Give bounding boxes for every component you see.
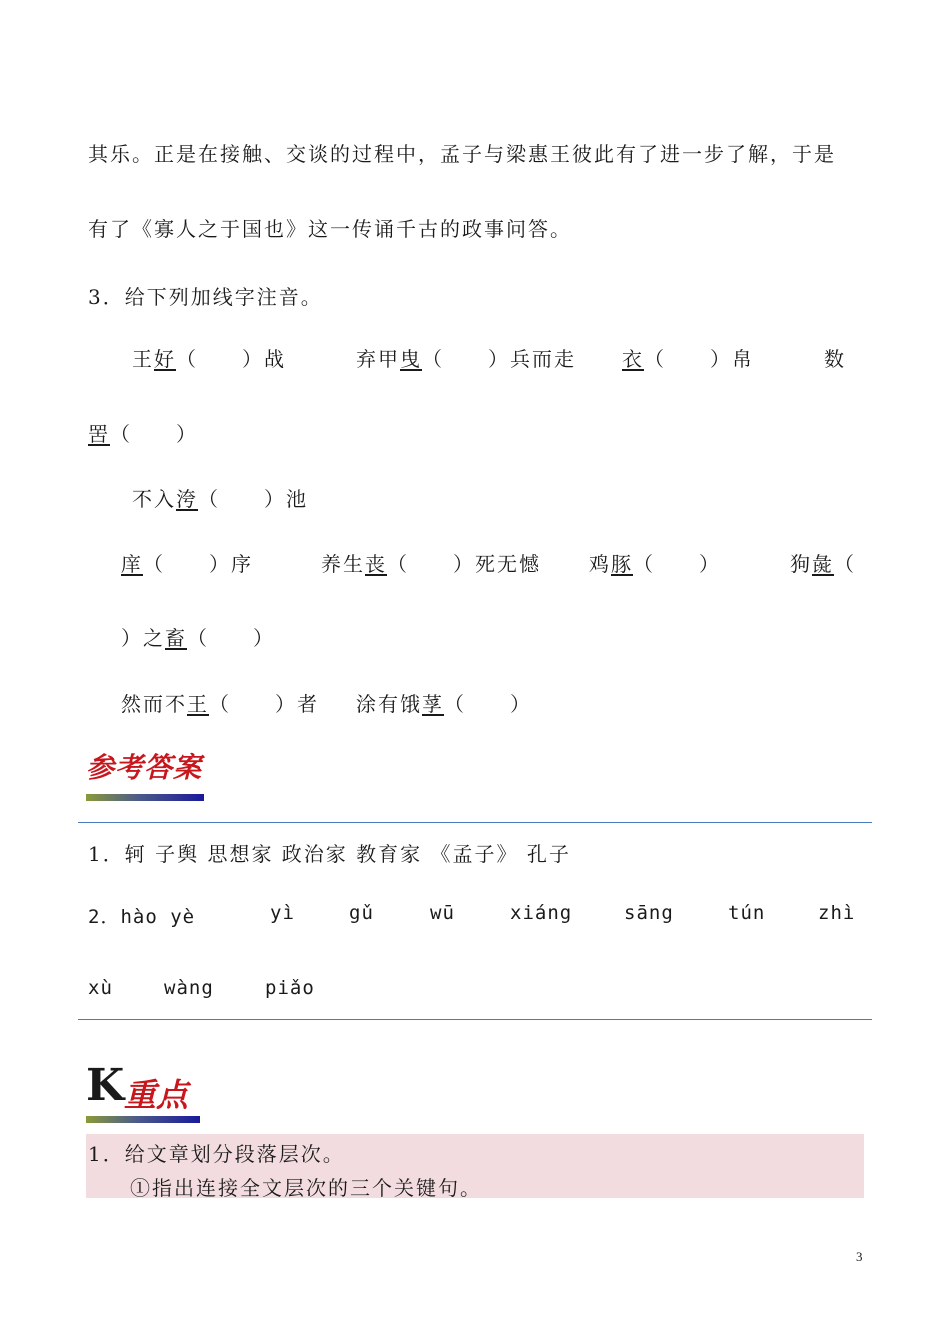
answer-2-item: wū — [430, 902, 455, 924]
item-text: 然而不 — [121, 692, 187, 716]
pinyin-item-wang — [121, 688, 319, 717]
item-text: 涂有饿 — [356, 692, 422, 716]
key-heading: 重点 — [124, 1076, 189, 1114]
underlined-char: 丧 — [365, 552, 387, 576]
item-text: （ ）序 — [143, 552, 253, 576]
pinyin-item-yi — [622, 343, 754, 372]
answer-2-item: xù — [88, 977, 113, 999]
item-text: （ ） — [444, 692, 532, 716]
answer-2-item: sāng — [624, 902, 674, 924]
underlined-char: 罟 — [88, 422, 110, 446]
pinyin-item-piao — [356, 688, 532, 717]
answer-2-item: piǎo — [265, 977, 315, 999]
item-text: （ ）兵而走 — [422, 347, 576, 371]
underlined-char: 曳 — [400, 347, 422, 371]
underlined-char: 庠 — [121, 552, 143, 576]
answers-heading: 参考答案 — [86, 751, 203, 784]
answer-2-item: wàng — [164, 977, 214, 999]
item-text: （ ）者 — [209, 692, 319, 716]
item-text: ）之 — [121, 626, 165, 650]
answer-2-item: tún — [728, 902, 766, 924]
item-text: （ ） — [187, 626, 275, 650]
underlined-char: 王 — [187, 692, 209, 716]
underlined-char: 衣 — [622, 347, 644, 371]
item-text: 鸡 — [589, 552, 611, 576]
key-letter: K — [86, 1060, 125, 1111]
key-heading-bar — [86, 1116, 200, 1123]
key-item-1-sub: ①指出连接全文层次的三个关键句。 — [130, 1176, 482, 1200]
pinyin-item-zhi — [790, 548, 856, 577]
item-text: （ ） — [110, 422, 198, 446]
pinyin-item-xiang — [121, 548, 253, 577]
pinyin-item-tun — [589, 548, 721, 577]
answer-2-item: xiáng — [510, 902, 573, 924]
pinyin-item-wu — [132, 483, 308, 512]
intro-line-1: 其乐。正是在接触、交谈的过程中，孟子与梁惠王彼此有了进一步了解，于是 — [88, 142, 836, 166]
answer-2-item: 2．hào yè — [88, 906, 196, 928]
key-item-1: 1．给文章划分段落层次。 — [88, 1142, 345, 1166]
answer-1: 1．轲 子舆 思想家 政治家 教育家 《孟子》 孔子 — [88, 842, 571, 866]
underlined-char: 彘 — [812, 552, 834, 576]
item-text: 狗 — [790, 552, 812, 576]
item-text: 不入 — [132, 487, 176, 511]
item-text: 弃甲 — [356, 347, 400, 371]
pinyin-item-sang — [321, 548, 541, 577]
question-3-title: 3．给下列加线字注音。 — [88, 285, 323, 309]
pinyin-item-xu — [121, 622, 275, 651]
pinyin-item-shu — [824, 343, 846, 372]
item-text: （ ）死无憾 — [387, 552, 541, 576]
underlined-char: 畜 — [165, 626, 187, 650]
item-text: 王 — [132, 347, 154, 371]
answers-heading-bar — [86, 794, 204, 801]
item-text: （ — [834, 552, 856, 576]
item-text: （ ） — [633, 552, 721, 576]
answers-bottom-rule — [78, 1019, 872, 1020]
intro-line-2: 有了《寡人之于国也》这一传诵千古的政事问答。 — [88, 217, 572, 241]
answer-2-item: yì — [270, 902, 295, 924]
underlined-char: 洿 — [176, 487, 198, 511]
answers-top-rule — [78, 822, 872, 823]
item-text: （ ）帛 — [644, 347, 754, 371]
page-number: 3 — [856, 1249, 863, 1264]
answer-2-item: zhì — [818, 902, 856, 924]
item-text: 数 — [824, 347, 846, 371]
pinyin-item-ye — [356, 343, 576, 372]
underlined-char: 豚 — [611, 552, 633, 576]
item-text: （ ）池 — [198, 487, 308, 511]
underlined-char: 好 — [154, 347, 176, 371]
underlined-char: 莩 — [422, 692, 444, 716]
item-text: 养生 — [321, 552, 365, 576]
pinyin-item-hao — [132, 343, 286, 372]
item-text: （ ）战 — [176, 347, 286, 371]
answer-2-item: gǔ — [349, 902, 374, 924]
pinyin-item-gu — [88, 418, 198, 447]
